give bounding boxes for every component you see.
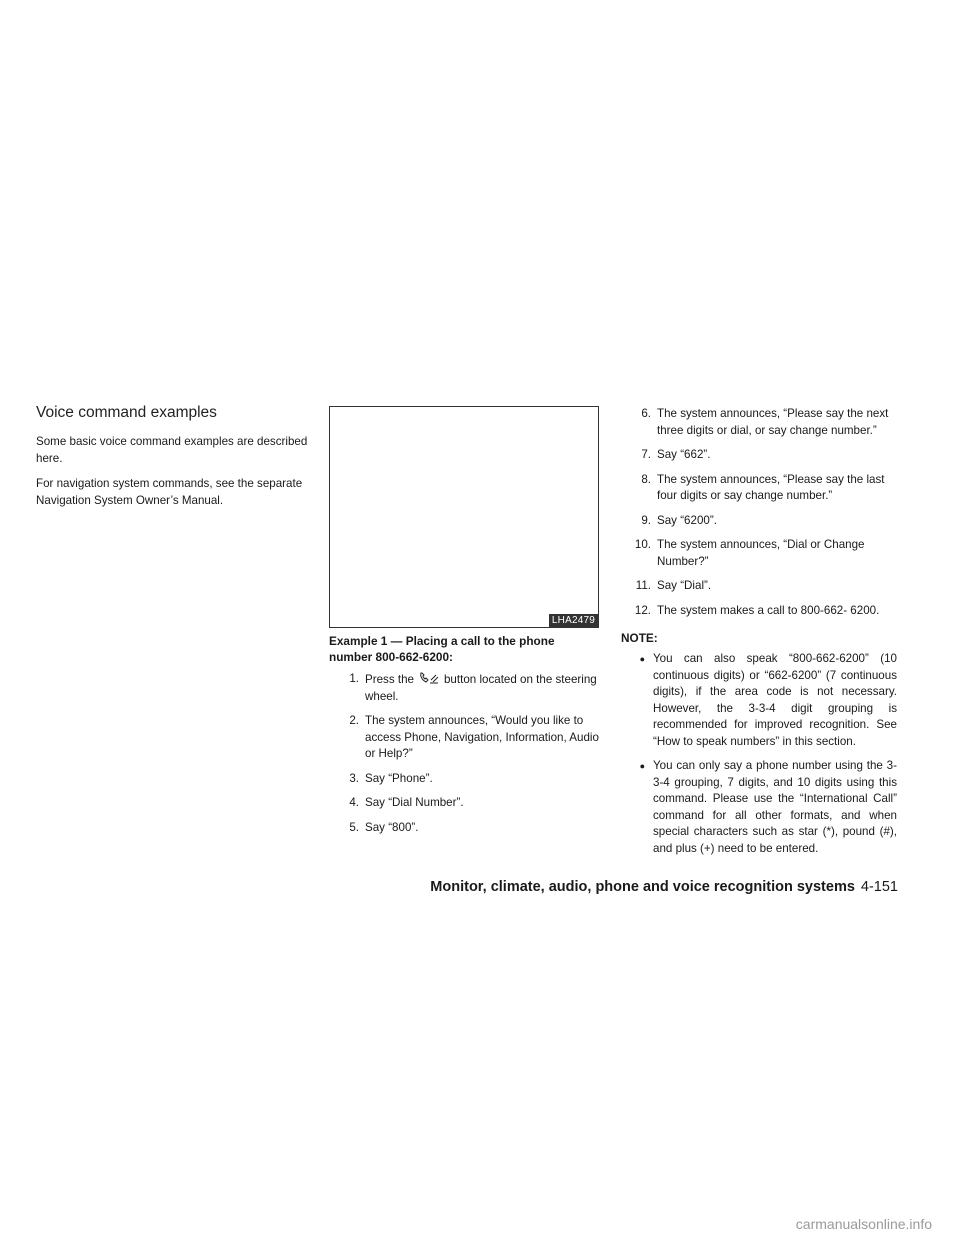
bullet-icon: ● (639, 761, 645, 771)
steps-list-1 (329, 671, 601, 836)
watermark: carmanualsonline.info (795, 1216, 932, 1232)
list-item: ● You can only say a phone number using the 3-3-4 grouping, 7 digits, and 10 digits using this command. Please use the “International Call” command for all other formats, and when special characters such as star (*), pound (#), and plus (+) need to be entered. (621, 758, 897, 857)
list-item: 6. The system announces, “Please say the next three digits or dial, or say change number.” (641, 407, 889, 437)
section-title: Voice command examples (36, 404, 217, 421)
list-item: 3. Say “Phone”. (349, 771, 433, 785)
page-number: 4-151 (860, 879, 898, 895)
list-item: 12. The system makes a call to 800-662- 6200. (634, 603, 880, 617)
steps-list-2 (621, 406, 897, 619)
list-item: 9. Say “6200”. (641, 513, 717, 527)
list-item: 11. Say “Dial”. (635, 579, 712, 592)
list-item: 5. Say “800”. (349, 820, 419, 834)
list-item: 4. Say “Dial Number”. (349, 796, 464, 809)
page-footer (422, 879, 898, 895)
example-heading: Example 1 — Placing a call to the phone number 800-662-6200: (329, 634, 555, 664)
column-2 (329, 406, 601, 844)
list-item: 10. The system announces, “Dial or Change Number?” (634, 538, 865, 568)
footer-title: Monitor, climate, audio, phone and voice recognition systems (430, 879, 855, 895)
note-heading: NOTE: (621, 631, 658, 645)
navigation-note-paragraph: For navigation system commands, see the separate Navigation System Owner’s Manual. (36, 477, 303, 507)
figure-label: LHA2479 (549, 614, 598, 627)
list-item: 7. Say “662”. (641, 448, 711, 461)
list-item: 2. The system announces, “Would you like to access Phone, Navigation, Information, Audio or Help?” (349, 714, 599, 760)
list-item: 8. The system announces, “Please say the last four digits or say change number.” (641, 472, 885, 502)
bullet-icon: ● (639, 654, 645, 664)
intro-paragraph: Some basic voice command examples are described here. (36, 435, 308, 465)
figure-placeholder (329, 406, 599, 628)
list-item: 1. Press the button located on the steering wheel. (349, 672, 597, 703)
column-3 (621, 406, 897, 865)
phone-talk-icon (418, 671, 440, 685)
list-item: ● You can also speak “800-662-6200” (10 continuous digits) or “662-6200” (7 continuous digits), if the area code is not necessary. However, the 3-3-4 digit grouping is recommended for improved recognition. See “How to speak numbers” in this section. (621, 651, 897, 750)
notes-list (621, 651, 897, 857)
column-1 (36, 404, 308, 518)
